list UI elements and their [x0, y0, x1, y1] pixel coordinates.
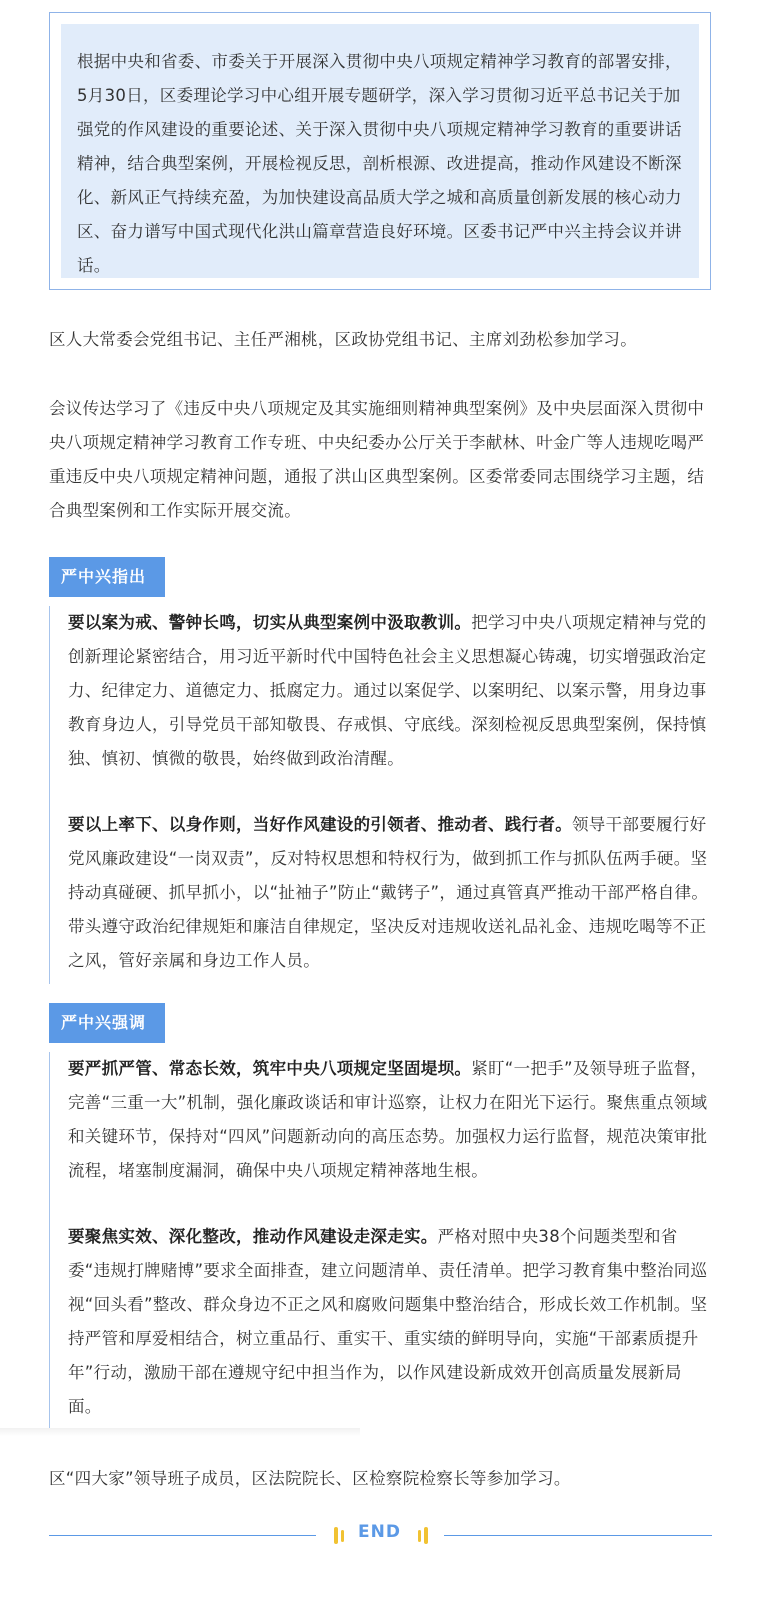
- section2-body-1: 紧盯“一把手”及领导班子监督，完善“三重一大”机制，强化廉政谈话和审计巡察，让权力在阳光下运行。聚焦重点领域和关键环节，保持对“四风”问题新动向的高压态势。加强权力运行监督，规范决策审批流程，堵塞制度漏洞，确保中央八项规定精神落地生根。: [68, 1059, 708, 1180]
- closing-paragraph: 区“四大家”领导班子成员，区法院院长、区检察院检察长等参加学习。: [49, 1469, 571, 1488]
- section2-lead-1: 要严抓严管、常态长效，筑牢中央八项规定坚固堤坝。: [68, 1059, 472, 1078]
- section2-paragraph-2: [68, 1220, 713, 1424]
- section1-body-2: 领导干部要履行好党风廉政建设“一岗双责”，反对特权思想和特权行为，做到抓工作与抓队伍两手硬。坚持动真碰硬、抓早抓小，以“扯袖子”防止“戴铐子”，通过真管真严推动干部严格自律。带头遵守政治纪律规矩和廉洁自律规定，坚决反对违规收送礼品礼金、违规吃喝等不正之风，管好亲属和身边工作人员。: [68, 815, 709, 970]
- section1-paragraph-2: [68, 808, 713, 978]
- section-title-pointed-out: 严中兴指出: [49, 557, 165, 597]
- intro-paragraph: 根据中央和省委、市委关于开展深入贯彻中央八项规定精神学习教育的部署安排，5月30日，区委理论学习中心组开展专题研学，深入学习贯彻习近平总书记关于加强党的作风建设的重要论述、关于深入贯彻中央八项规定精神学习教育的重要讲话精神，结合典型案例，开展检视反思，剖析根源、改进提高，推动作风建设不断深化、新风正气持续充盈，为加快建设高品质大学之城和高质量创新发展的核心动力区、奋力谱写中国式现代化洪山篇章营造良好环境。区委书记严中兴主持会议并讲话。: [77, 52, 682, 275]
- section1-body-1: 把学习中央八项规定精神与党的创新理论紧密结合，用习近平新时代中国特色社会主义思想凝心铸魂，切实增强政治定力、纪律定力、道德定力、抵腐定力。通过以案促学、以案明纪、以案示警，用身边事教育身边人，引导党员干部知敬畏、存戒惧、守底线。深刻检视反思典型案例，保持慎独、慎初、慎微的敬畏，始终做到政治清醒。: [68, 613, 707, 768]
- end-line-right: [444, 1535, 712, 1536]
- end-bar-left: [334, 1527, 338, 1544]
- attendees-paragraph: 区人大常委会党组书记、主任严湘桃，区政协党组书记、主席刘劲松参加学习。: [49, 330, 637, 349]
- intro-box: [49, 12, 711, 290]
- end-bar-left-small: [341, 1530, 344, 1542]
- divider-shadow: [0, 1428, 360, 1436]
- intro-inner: [61, 24, 699, 278]
- section-body-pointed-out: [49, 606, 713, 984]
- section2-lead-2: 要聚焦实效、深化整改，推动作风建设走深走实。: [68, 1227, 438, 1246]
- section1-lead-1: 要以案为戒、警钟长鸣，切实从典型案例中汲取教训。: [68, 613, 472, 632]
- section1-lead-2: 要以上率下、以身作则，当好作风建设的引领者、推动者、践行者。: [68, 815, 572, 834]
- section-body-emphasized: [49, 1052, 713, 1430]
- section1-paragraph-1: [68, 606, 713, 776]
- section-title-emphasized: 严中兴强调: [49, 1003, 165, 1043]
- section2-paragraph-1: [68, 1052, 713, 1188]
- end-bar-right: [424, 1527, 428, 1544]
- end-label: END: [358, 1522, 401, 1542]
- meeting-paragraph: 会议传达学习了《违反中央八项规定及其实施细则精神典型案例》及中央层面深入贯彻中央八项规定精神学习教育工作专班、中央纪委办公厅关于李献林、叶金广等人违规吃喝严重违反中央八项规定精神问题，通报了洪山区典型案例。区委常委同志围绕学习主题，结合典型案例和工作实际开展交流。: [49, 399, 705, 520]
- end-line-left: [49, 1535, 316, 1536]
- section2-body-2: 严格对照中央38个问题类型和省委“违规打牌赌博”要求全面排查，建立问题清单、责任清单。把学习教育集中整治同巡视“回头看”整改、群众身边不正之风和腐败问题集中整治结合，形成长效工作机制。坚持严管和厚爱相结合，树立重品行、重实干、重实绩的鲜明导向，实施“干部素质提升年”行动，激励干部在遵规守纪中担当作为，以作风建设新成效开创高质量发展新局面。: [68, 1227, 708, 1416]
- end-bar-right-small: [418, 1530, 421, 1542]
